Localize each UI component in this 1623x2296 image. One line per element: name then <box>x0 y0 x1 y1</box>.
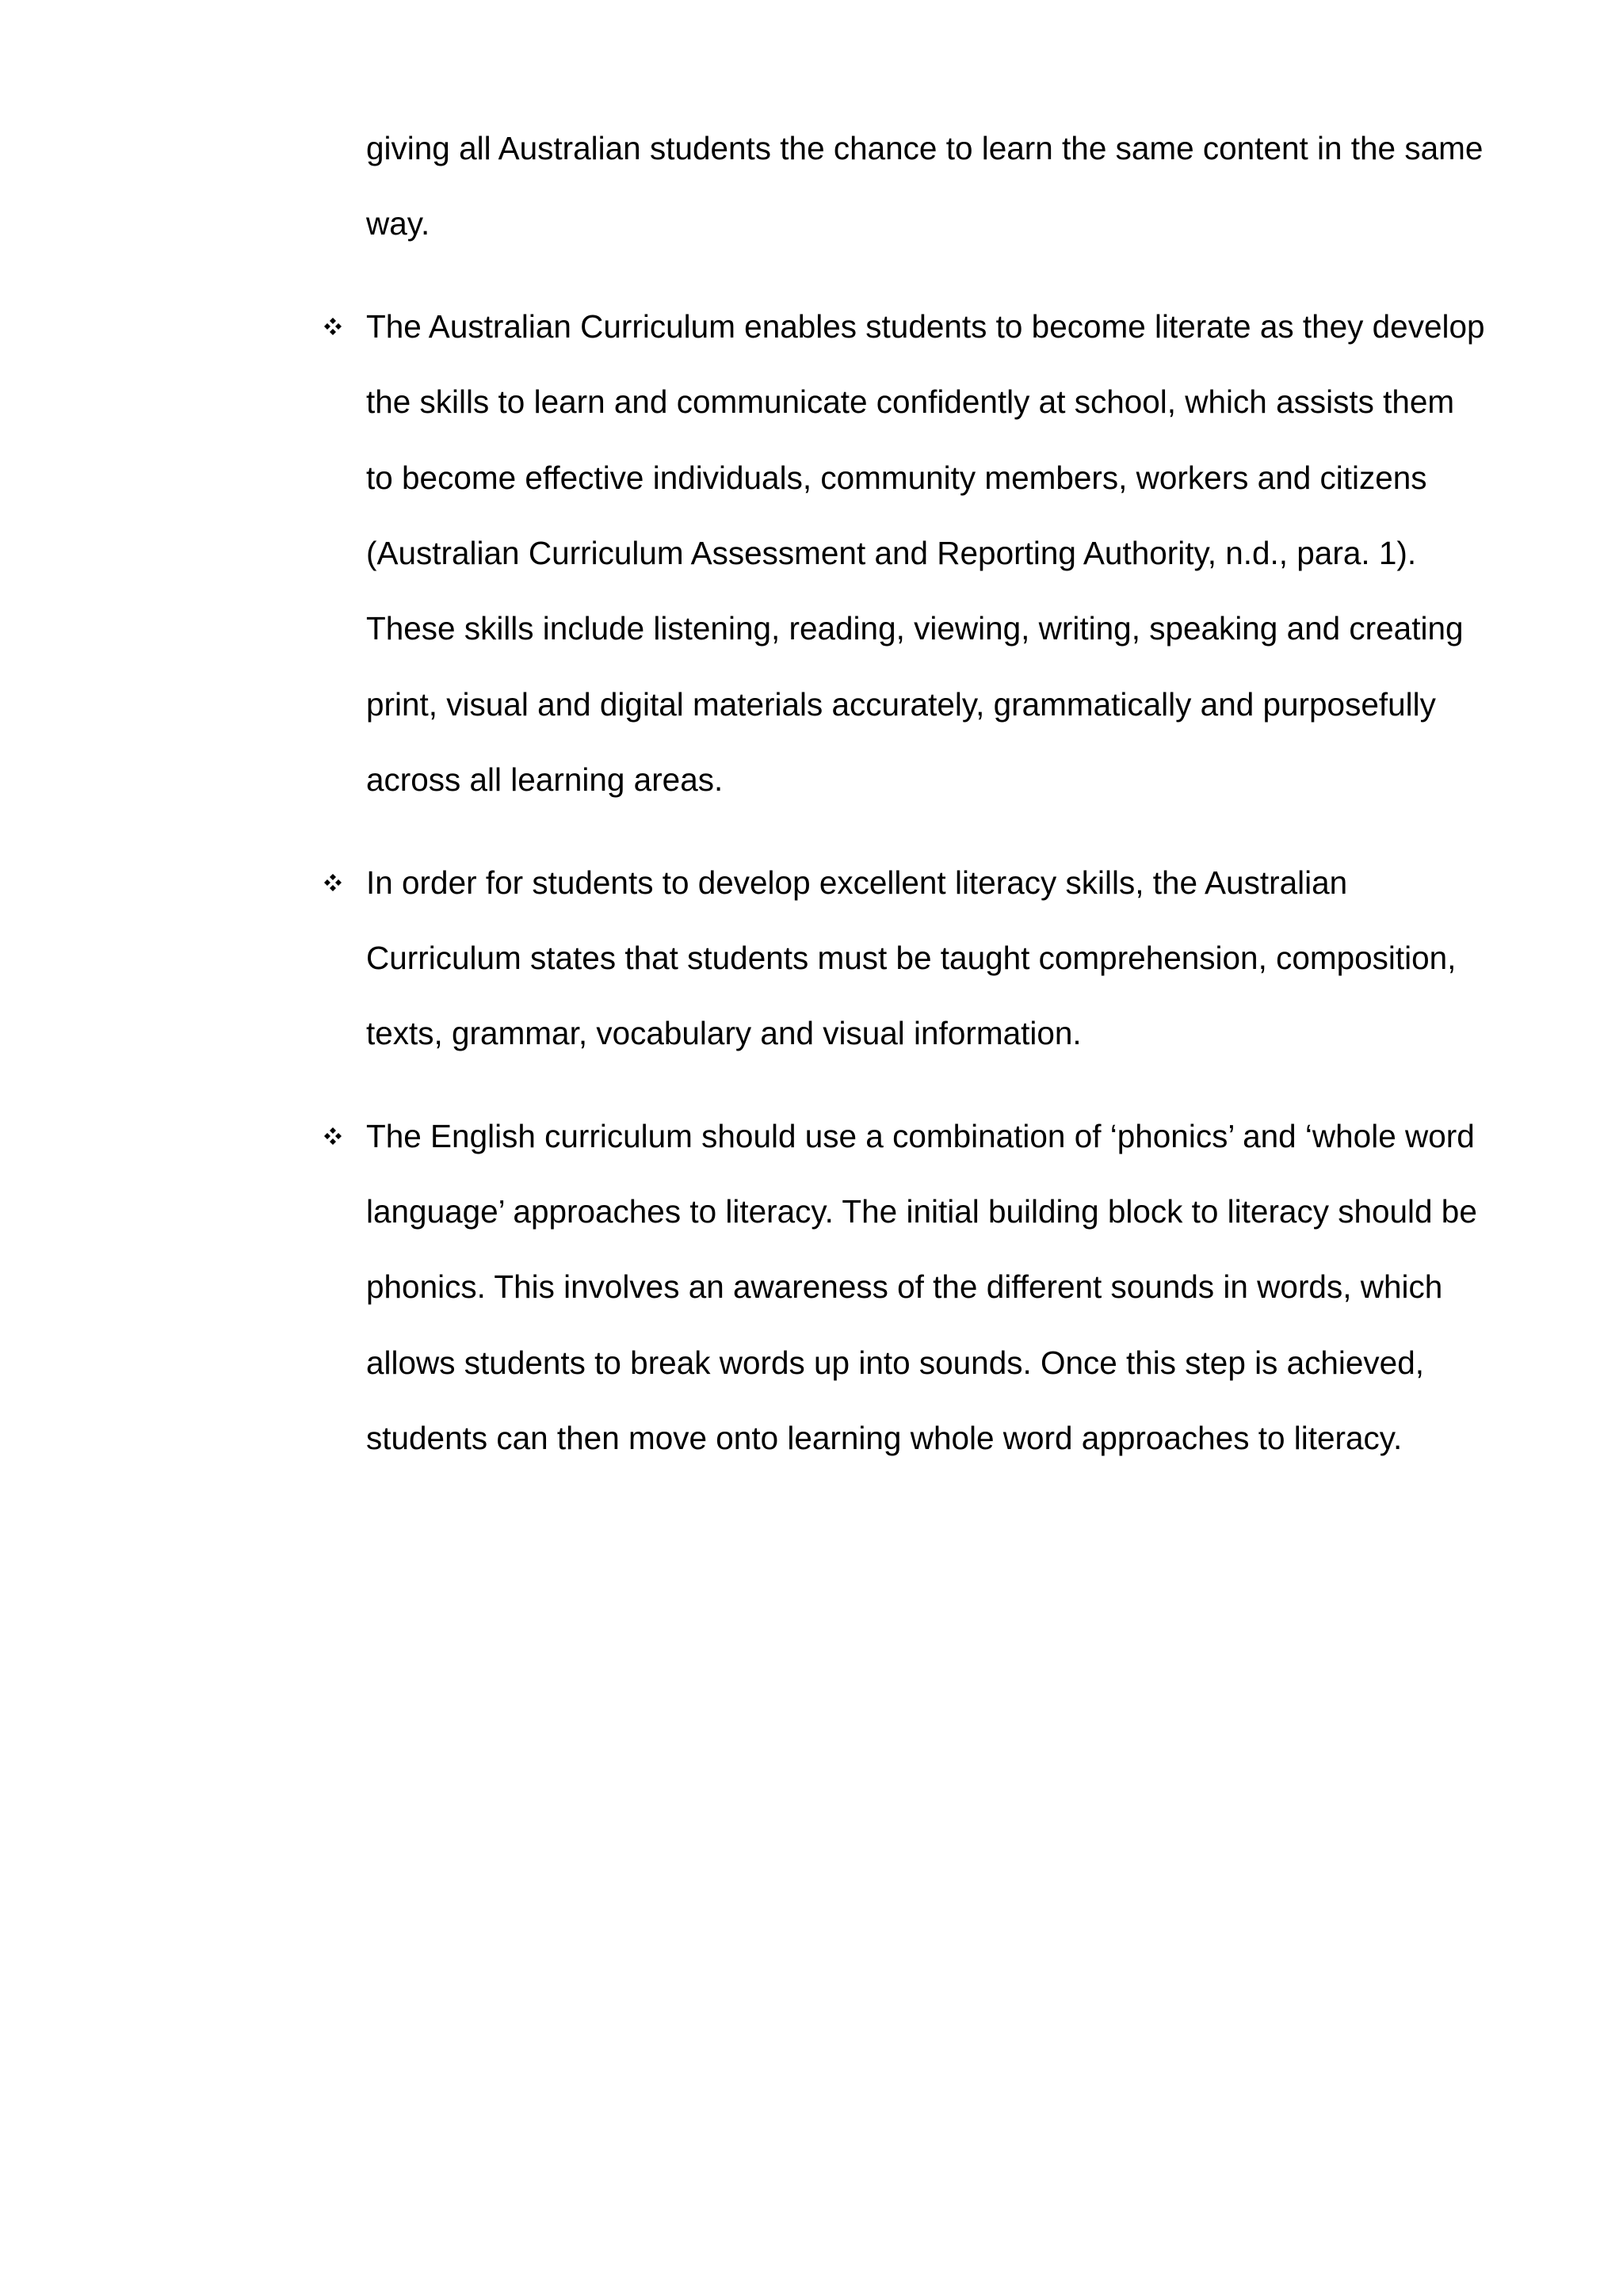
bullet-item <box>366 289 1531 818</box>
text-line: The English curriculum should use a combination of ‘phonics’ and ‘whole word <box>366 1117 1475 1154</box>
four-diamond-bullet-icon <box>317 845 349 921</box>
four-diamond-bullet-icon <box>317 1099 349 1174</box>
text-line: across all learning areas. <box>366 761 724 799</box>
text-line: students can then move onto learning whole word approaches to literacy. <box>366 1420 1403 1457</box>
document-body <box>366 111 1531 1504</box>
bullet-item <box>366 1099 1531 1477</box>
text-line: giving all Australian students the chance to learn the same content in the same <box>366 130 1484 166</box>
text-line: phonics. This involves an awareness of the different sounds in words, which <box>366 1268 1443 1306</box>
text-line: allows students to break words up into sounds. Once this step is achieved, <box>366 1344 1424 1381</box>
four-diamond-bullet-icon <box>317 289 349 364</box>
text-line: print, visual and digital materials accurately, grammatically and purposefully <box>366 685 1436 723</box>
text-line: In order for students to develop excellent literacy skills, the Australian <box>366 864 1348 901</box>
bullet-item <box>366 845 1531 1072</box>
text-line: to become effective individuals, community members, workers and citizens <box>366 459 1427 496</box>
text-line: The Australian Curriculum enables students to become literate as they develop <box>366 307 1485 345</box>
text-line: way. <box>366 205 430 242</box>
text-line: texts, grammar, vocabulary and visual information. <box>366 1015 1082 1052</box>
continuation-paragraph <box>366 111 1531 262</box>
text-line: Curriculum states that students must be taught comprehension, composition, <box>366 939 1457 976</box>
text-line: These skills include listening, reading, viewing, writing, speaking and creating <box>366 610 1464 647</box>
text-line: the skills to learn and communicate confidently at school, which assists them <box>366 383 1455 421</box>
text-line: language’ approaches to literacy. The initial building block to literacy should be <box>366 1193 1477 1230</box>
text-line: (Australian Curriculum Assessment and Reporting Authority, n.d., para. 1). <box>366 534 1417 571</box>
